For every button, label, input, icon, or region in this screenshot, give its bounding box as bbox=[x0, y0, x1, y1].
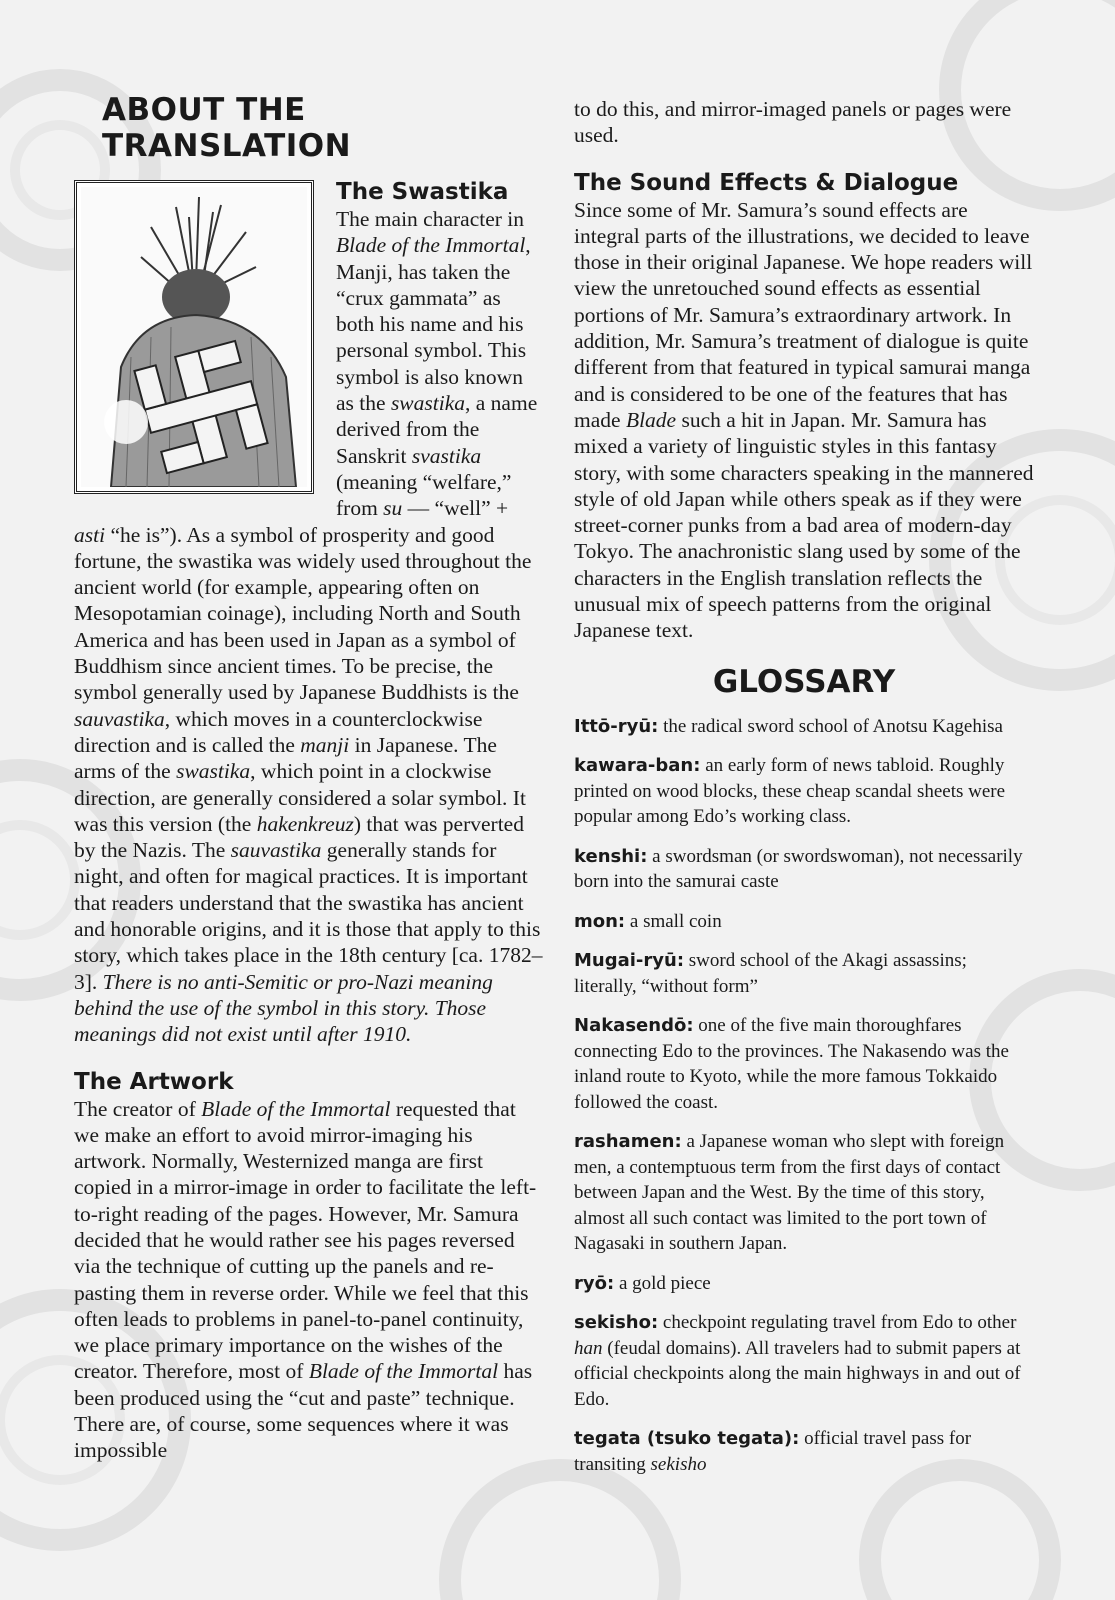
manji-portrait-image bbox=[81, 187, 307, 487]
section-title-sound-effects: The Sound Effects & Dialogue bbox=[574, 169, 959, 196]
glossary-entry-itto-ryu: Ittō-ryū: the radical sword school of Anotsu Kagehisa bbox=[574, 715, 1003, 737]
artwork-paragraph: The creator of Blade of the Immortal requested that we make an effort to avoid mirror-imaging his artwork. Normally, Westernized manga are first copied in a mirror-image in order to facilitate the left-to-right reading of the pages. However, Mr. Samura decided that he would rather see his pages reversed via the technique of cutting up the panels and re-pasting them in reverse order. While we feel that this often leads to problems in panel-to-panel continuity, we place primary importance on the wishes of the creator. Therefore, most of Blade of the Immortal has been produced using the “cut and paste” technique. There are, of course, some sequences where it was impossible bbox=[74, 1096, 537, 1463]
glossary-list bbox=[574, 714, 1034, 1478]
glossary-entry-tegata: tegata (tsuko tegata): official travel pass for transiting sekisho bbox=[574, 1428, 972, 1475]
glossary-entry-ryo: ryō: a gold piece bbox=[574, 1272, 711, 1294]
glossary-entry-sekisho: sekisho: checkpoint regulating travel from Edo to other han (feudal domains). All travelers had to submit papers at official checkpoints along the main highways in and out of Edo. bbox=[574, 1312, 1021, 1410]
section-title-swastika: The Swastika bbox=[336, 179, 509, 205]
glossary-entry-mon: mon: a small coin bbox=[574, 910, 722, 932]
artwork-paragraph-continued: to do this, and mirror-imaged panels or pages were used. bbox=[574, 97, 1012, 148]
left-column bbox=[74, 92, 544, 1464]
glossary-entry-kawara-ban: kawara-ban: an early form of news tabloid. Roughly printed on wood blocks, these cheap scandal sheets were popular among Edo’s working class. bbox=[574, 755, 1006, 828]
manji-illustration bbox=[74, 180, 314, 494]
sound-effects-paragraph: Since some of Mr. Samura’s sound effects are integral parts of the illustrations, we decided to leave those in their original Japanese. We hope readers will view the unretouched sound effects as essential portions of Mr. Samura’s extraordinary artwork. In addition, Mr. Samura’s treatment of dialogue is quite different from that featured in typical samurai manga and is considered to be one of the features that has made Blade such a hit in Japan. Mr. Samura has mixed a variety of linguistic styles in this fantasy story, with some characters speaking in the mannered style of old Japan while others speak as if they were street-corner punks from a bad area of modern-day Tokyo. The anachronistic slang used by some of the characters in the English translation reflects the unusual mix of speech patterns from the original Japanese text. bbox=[574, 197, 1034, 643]
swastika-paragraph: The main character in Blade of the Immortal, Manji, has taken the “crux gammata” as both his name and his personal symbol. This symbol is also known as the swastika, a name derived from the Sanskrit svastika (meaning “welfare,” from su — “well” + asti “he is”). As a symbol of prosperity and good fortune, the swastika was widely used throughout the ancient world (for example, appearing often on Mesopotamian coinage), including North and South America and has been used in Japan as a symbol of Buddhism since ancient times. To be precise, the symbol generally used by Japanese Buddhists is the sauvastika, which moves in a counterclockwise direction and is called the manji in Japanese. The arms of the swastika, which point in a clockwise direction, are generally considered a solar symbol. It was this version (the hakenkreuz) that was perverted by the Nazis. The sauvastika generally stands for night, and often for magical practices. It is important that readers understand that the swastika has ancient and honorable origins, and it is those that apply to this story, which takes place in the 18th century [ca. 1782–3]. There is no anti-Semitic or pro-Nazi meaning behind the use of the symbol in this story. Those meanings did not exist until after 1910. bbox=[74, 207, 543, 1047]
glossary-entry-kenshi: kenshi: a swordsman (or swordswoman), not necessarily born into the samurai caste bbox=[574, 845, 1023, 893]
glossary-heading: GLOSSARY bbox=[712, 663, 896, 700]
section-title-artwork: The Artwork bbox=[74, 1068, 234, 1095]
right-column bbox=[574, 96, 1034, 1491]
glossary-entry-mugai-ryu: Mugai-ryū: sword school of the Akagi assassins; literally, “without form” bbox=[574, 950, 967, 997]
glossary-entry-rashamen: rashamen: a Japanese woman who slept with foreign men, a contemptuous term from the first days of contact between Japan and the West. By the time of this story, almost all such contact was limited to the port town of Nagasaki in southern Japan. bbox=[574, 1131, 1005, 1255]
glossary-entry-nakasendo: Nakasendō: one of the five main thoroughfares connecting Edo to the provinces. The Nakasendo was the inland route to Kyoto, while the more famous Tokkaido followed the coast. bbox=[574, 1015, 1009, 1113]
page-heading: ABOUT THE TRANSLATION bbox=[102, 92, 352, 164]
